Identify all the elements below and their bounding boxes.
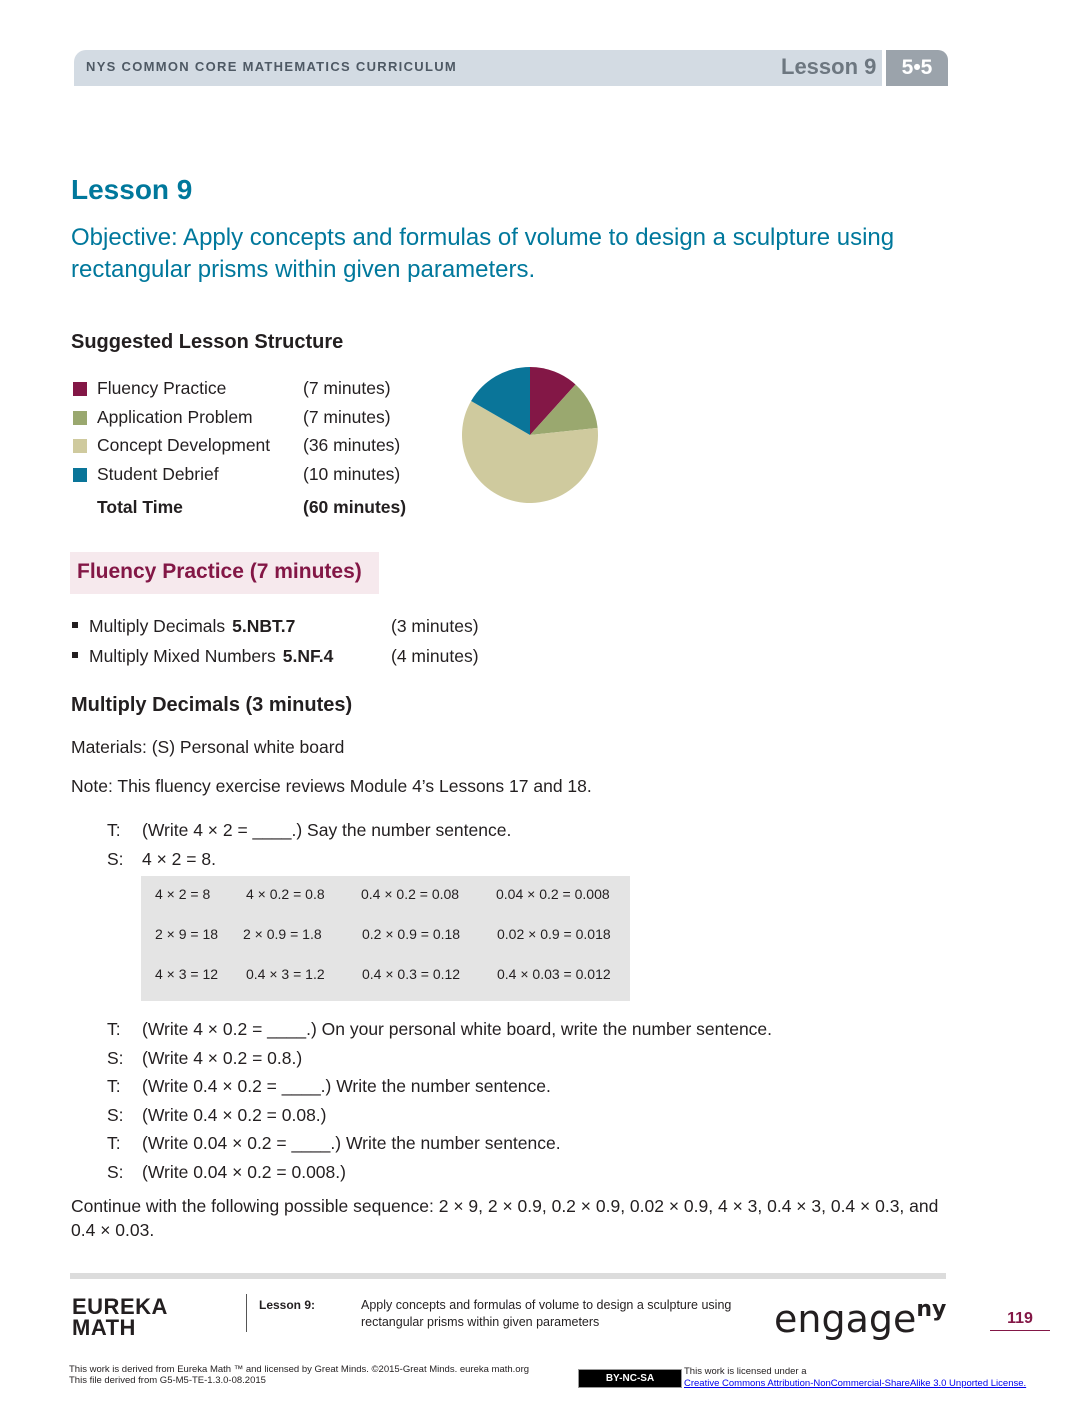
grid-cell: 0.4 × 0.03 = 0.012 [497, 966, 611, 982]
license-text: This work is licensed under a [684, 1366, 807, 1377]
fluency-item-name: Multiply Decimals [89, 616, 226, 636]
note-line: Note: This fluency exercise reviews Module 4’s Lessons 17 and 18. [71, 776, 592, 796]
page-number-underline [990, 1330, 1050, 1331]
derived-notice-1: This work is derived from Eureka Math ™ and licensed by Great Minds. ©2015-Great Minds. eureka math.org [69, 1364, 530, 1375]
dialog-text: (Write 0.4 × 0.2 = ____.) Write the number sentence. [142, 1076, 551, 1096]
legend-swatch [73, 382, 87, 396]
fluency-item-duration: (3 minutes) [391, 616, 479, 636]
legend-swatch [73, 468, 87, 482]
structure-item-label: Application Problem [97, 407, 253, 427]
structure-heading: Suggested Lesson Structure [71, 331, 344, 353]
continue-sequence: Continue with the following possible sequence: 2 × 9, 2 × 0.9, 0.2 × 0.9, 0.02 × 0.9, 4 × 3, 0.4 × 3, 0.4 × 0.3, and 0.4 × 0.03. [71, 1196, 939, 1240]
multiply-decimals-heading: Multiply Decimals (3 minutes) [71, 694, 353, 716]
grid-cell: 0.2 × 0.9 = 0.18 [362, 926, 461, 942]
dialog-text: (Write 4 × 0.2 = 0.8.) [142, 1048, 303, 1068]
grid-cell: 0.4 × 0.3 = 0.12 [362, 966, 461, 982]
fluency-heading: Fluency Practice (7 minutes) [77, 560, 362, 583]
derived-notice-2: This file derived from G5-M5-TE-1.3.0-08.2015 [69, 1375, 266, 1386]
fluency-item-duration: (4 minutes) [391, 646, 479, 666]
grid-cell: 0.4 × 3 = 1.2 [246, 966, 325, 982]
fluency-item-code: 5.NBT.7 [232, 616, 296, 636]
dialog-text: 4 × 2 = 8. [142, 849, 216, 869]
lesson-title: Lesson 9 [71, 174, 193, 205]
grid-cell: 4 × 0.2 = 0.8 [246, 886, 325, 902]
bullet-icon [72, 652, 78, 658]
footer-lesson-label: Lesson 9: [259, 1298, 316, 1312]
structure-item-label: Concept Development [97, 435, 271, 455]
structure-item-minutes: (7 minutes) [303, 378, 391, 398]
legend-swatch [73, 411, 87, 425]
structure-item-minutes: (10 minutes) [303, 464, 401, 484]
structure-item-label: Fluency Practice [97, 378, 227, 398]
engageny-logo [774, 1297, 946, 1341]
speaker: S: [107, 849, 124, 869]
speaker: T: [107, 1019, 121, 1039]
grid-cell: 4 × 3 = 12 [155, 966, 219, 982]
materials-line: Materials: (S) Personal white board [71, 737, 345, 757]
footer-divider [246, 1294, 247, 1332]
speaker: T: [107, 1133, 121, 1153]
grid-cell: 0.4 × 0.2 = 0.08 [361, 886, 460, 902]
structure-item-label: Student Debrief [97, 464, 219, 484]
engage-text: engage [774, 1297, 917, 1341]
lesson-objective: Objective: Apply concepts and formulas of volume to design a sculpture using rectangular prisms within given parameters. [71, 224, 895, 283]
fluency-item-name: Multiply Mixed Numbers [89, 646, 276, 666]
footer-lesson-description: Apply concepts and formulas of volume to design a sculpture using rectangular prisms within given parameters [361, 1298, 732, 1329]
license-link[interactable]: Creative Commons Attribution-NonCommercial-ShareAlike 3.0 Unported License. [684, 1378, 1027, 1389]
fluency-item-code: 5.NF.4 [282, 646, 334, 666]
speaker: S: [107, 1162, 124, 1182]
structure-item-minutes: (36 minutes) [303, 435, 401, 455]
grid-cell: 4 × 2 = 8 [155, 886, 211, 902]
structure-item-minutes: (7 minutes) [303, 407, 391, 427]
grid-cell: 2 × 0.9 = 1.8 [243, 926, 322, 942]
speaker: T: [107, 820, 121, 840]
speaker: S: [107, 1048, 124, 1068]
curriculum-name: NYS COMMON CORE MATHEMATICS CURRICULUM [86, 59, 458, 74]
grid-cell: 2 × 9 = 18 [155, 926, 219, 942]
dialog-text: (Write 4 × 0.2 = ____.) On your personal white board, write the number sentence. [142, 1019, 773, 1039]
cc-license-badge[interactable]: BY-NC-SA [578, 1369, 682, 1388]
dialog-text: (Write 0.04 × 0.2 = 0.008.) [142, 1162, 346, 1182]
page-number: 119 [1007, 1310, 1033, 1327]
speaker: T: [107, 1076, 121, 1096]
bullet-icon [72, 622, 78, 628]
logo-line-2: MATH [72, 1315, 136, 1340]
speaker: S: [107, 1105, 124, 1125]
dialog-text: (Write 0.04 × 0.2 = ____.) Write the number sentence. [142, 1133, 561, 1153]
header-lesson: Lesson 9 [781, 54, 877, 79]
grade-module-badge: 5•5 [886, 50, 948, 86]
logo-line-1: EUREKA [72, 1294, 168, 1319]
legend-swatch [73, 439, 87, 453]
eureka-math-logo [72, 1296, 168, 1338]
ny-text: ny [916, 1297, 947, 1323]
grid-cell: 0.04 × 0.2 = 0.008 [496, 886, 610, 902]
lesson-structure-pie-chart [460, 365, 600, 505]
total-minutes: (60 minutes) [303, 497, 407, 517]
total-label: Total Time [97, 497, 183, 517]
dialog-text: (Write 4 × 2 = ____.) Say the number sentence. [142, 820, 512, 840]
grid-cell: 0.02 × 0.9 = 0.018 [497, 926, 611, 942]
footer-rule [70, 1273, 946, 1279]
dialog-text: (Write 0.4 × 0.2 = 0.08.) [142, 1105, 327, 1125]
